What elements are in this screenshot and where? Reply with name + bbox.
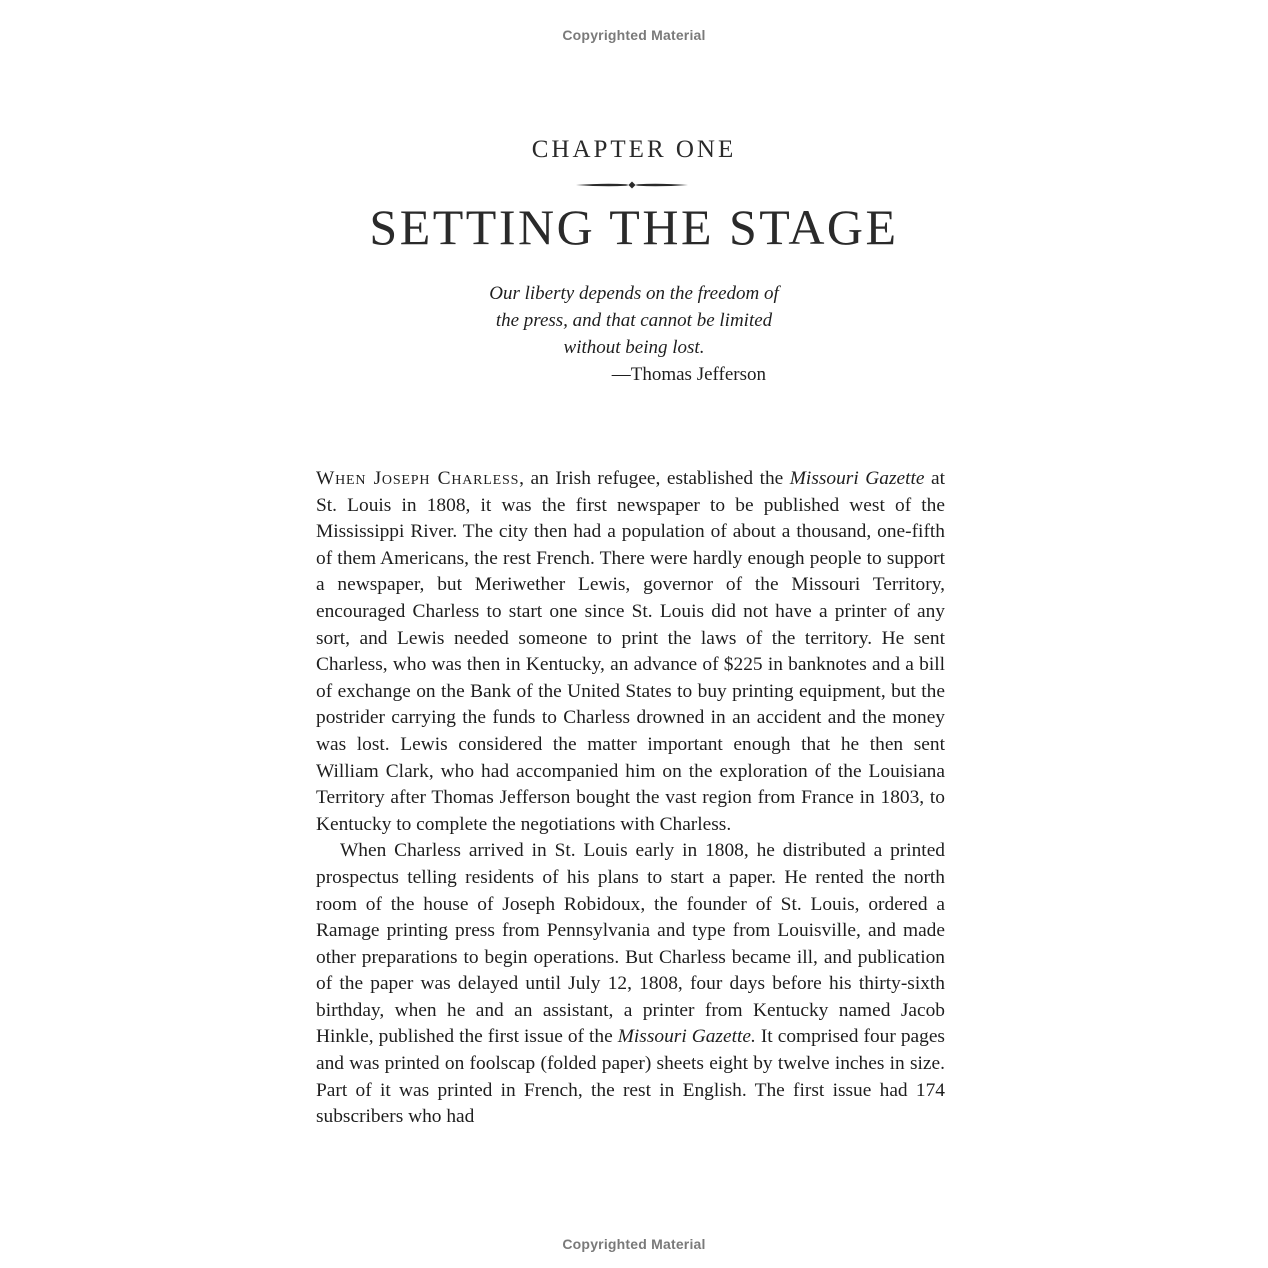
chapter-title: SETTING THE STAGE [369,199,899,255]
copyright-watermark-bottom: Copyrighted Material [562,1236,706,1252]
epigraph-line: without being lost. [563,337,705,358]
paragraph-text: at St. Louis in 1808, it was the first newspaper to be published west of the Mississippi River. The city then had a population of about a thousand, one-fifth of them Americans, the rest French. There were hardly enough people to support a newspaper, but Meriwether Lewis, governor of the Missouri Territory, encouraged Charless to start one since St. Louis did not have a printer of any sort, and Lewis needed someone to print the laws of the territory. He sent Charless, who was then in Kentucky, an advance of $225 in banknotes and a bill of exchange on the Bank of the United States to buy printing equipment, but the postrider carrying the funds to Charless drowned in an accident and the money was lost. Lewis considered the matter important enough that he then sent William Clark, who had accompanied him on the exploration of the Louisiana Territory after Thomas Jefferson bought the vast region from France in 1803, to Kentucky to complete the negotiations with Charless. [316,468,946,835]
paragraph [316,838,945,1131]
epigraph [434,280,834,388]
paragraph-text: When Charless arrived in St. Louis early in 1808, he distributed a printed prospectus telling residents of his plans to start a paper. He rented the north room of the house of Joseph Robidoux, the founder of St. Louis, ordered a Ramage printing press from Pennsylvania and type from Louisville, and made other preparations to begin operations. But Charless became ill, and publication of the paper was delayed until July 12, 1808, four days before his thirty-sixth birthday, when he and an assistant, a printer from Kentucky named Jacob Hinkle, published the first issue of the [316,840,945,1048]
paragraph-text: , an Irish refugee, established the [519,468,790,489]
chapter-label: CHAPTER ONE [531,136,737,163]
ornament-divider-icon [574,178,690,192]
paragraph-text: It comprised four pages and was printed on foolscap (folded paper) sheets eight by twelve inches in size. Part of it was printed in French, the rest in English. The first issue had 174 subscribers who had [316,1026,945,1128]
epigraph-attribution: —Thomas Jefferson [611,364,766,385]
paragraph-lead-in: When Joseph Charless [316,468,520,489]
epigraph-line: the press, and that cannot be limited [495,310,773,331]
publication-title: Missouri Gazette. [617,1026,756,1048]
copyright-watermark-top: Copyrighted Material [562,27,706,43]
publication-title: Missouri Gazette [789,468,925,489]
epigraph-line: Our liberty depends on the freedom of [489,283,779,304]
chapter-body [316,466,945,1131]
epigraph-quote [434,280,834,361]
paragraph [316,466,945,838]
